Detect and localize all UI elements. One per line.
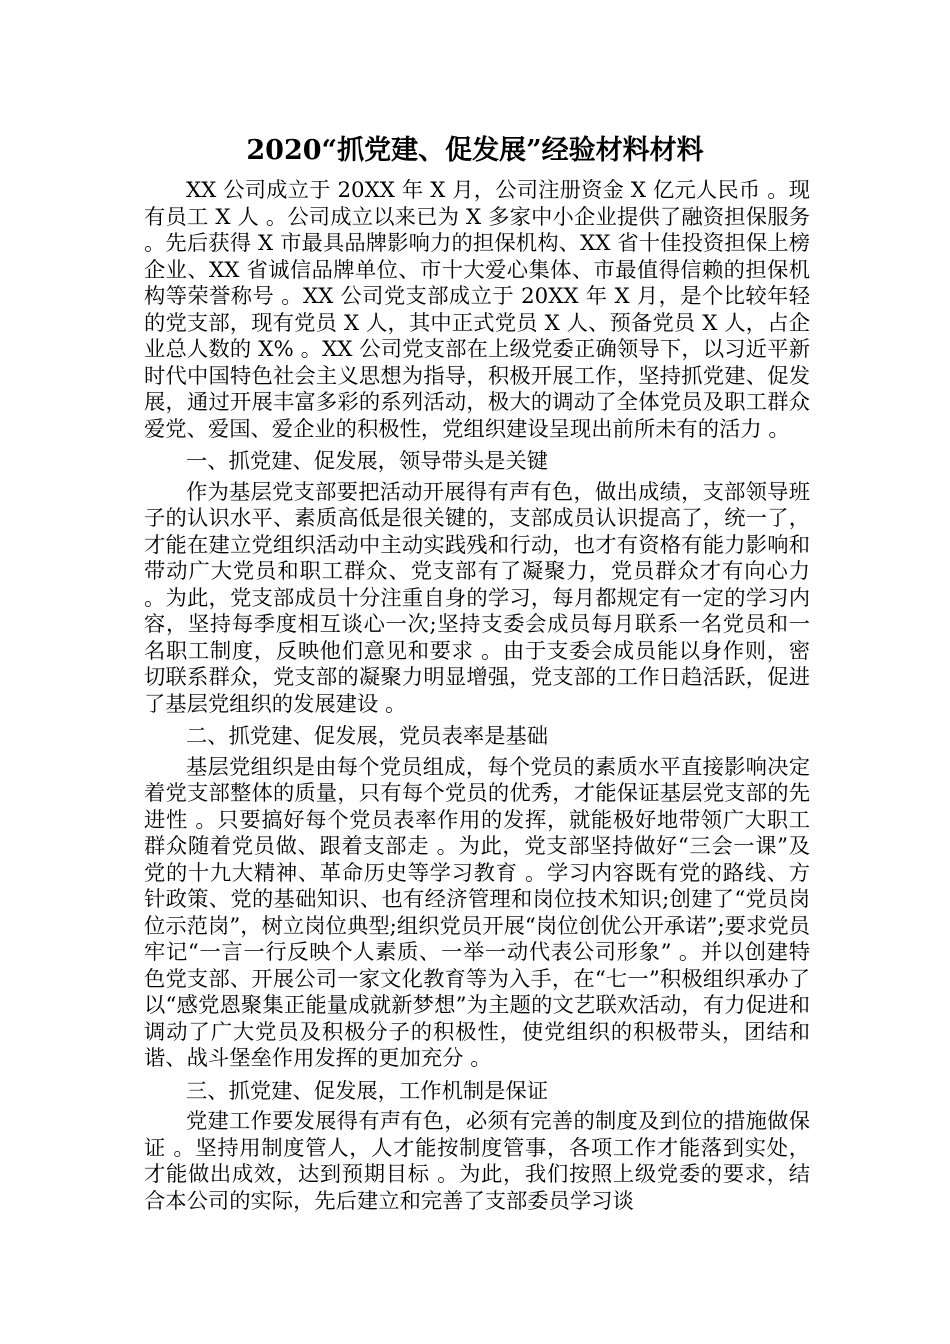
document-title: 2020“抓党建、促发展”经验材料材料 <box>246 135 704 166</box>
section-heading-2: 二、抓党建、促发展，党员表率是基础 <box>186 724 549 749</box>
paragraph-leadership: 作为基层党支部要把活动开展得有声有色，做出成绩，支部领导班子的认识水平、素质高低是很关键的，支部成员认识提高了，统一了，才能在建立党组织活动中主动实践残和行动，也才有资格有能力影响和带动广大党员和职工群众、党支部有了凝聚力，党员群众才有向心力 。为此，党支部成员十分注重自身的学习，每月都规定有一定的学习内容，坚持每季度相互谈心一次;坚持支委会成员每月联系一名党员和一名职工制度，反映他们意见和要求 。由于支委会成员能以身作则，密切联系群众，党支部的凝聚力明显增强，党支部的工作日趋活跃，促进了基层党组织的发展建设 。 <box>144 479 810 717</box>
document-body <box>144 178 810 1215</box>
section-heading-3: 三、抓党建、促发展，工作机制是保证 <box>186 1078 549 1104</box>
paragraph-party-members: 基层党组织是由每个党员组成，每个党员的素质水平直接影响决定着党支部整体的质量，只有每个党员的优秀，才能保证基层党支部的先进性 。只要搞好每个党员表率作用的发挥，就能极好地带领广大职工群众随着党员做、跟着支部走 。为此，党支部坚持做好“三会一课”及党的十九大精神、革命历史等学习教育 。学习内容既有党的路线、方针政策、党的基础知识、也有经济管理和岗位技术知识;创建了“党员岗位示范岗”，树立岗位典型;组织党员开展“岗位创优公开承诺”;要求党员牢记“一言一行反映个人素质、一举一动代表公司形象” 。并以创建特色党支部、开展公司一家文化教育等为入手，在“七一”积极组织承办了以“感党恩聚集正能量成就新梦想”为主题的文艺联欢活动，有力促进和调动了广大党员及积极分子的积极性，使党组织的积极带头，团结和谐、战斗堡垒作用发挥的更加充分 。 <box>144 754 810 1071</box>
paragraph-mechanism: 党建工作要发展得有声有色，必须有完善的制度及到位的措施做保证 。坚持用制度管人，人才能按制度管事，各项工作才能落到实处，才能做出成效，达到预期目标 。为此，我们按照上级党委的要求，结合本公司的实际，先后建立和完善了支部委员学习谈 <box>144 1109 810 1214</box>
paragraph-intro: XX 公司成立于 20XX 年 X 月，公司注册资金 X 亿元人民币 。现有员工 X 人 。公司成立以来已为 X 多家中小企业提供了融资担保服务 。先后获得 X 市最具品牌影响力的担保机构、XX 省十佳投资担保上榜企业、XX 省诚信品牌单位、市十大爱心集体、市最值得信赖的担保机构等荣誉称号 。XX 公司党支部成立于 20XX 年 X 月，是个比较年轻的党支部，现有党员 X 人，其中正式党员 X 人、预备党员 X 人，占企业总人数的 X% 。XX 公司党支部在上级党委正确领导下，以习近平新时代中国特色社会主义思想为指导，积极开展工作，坚持抓党建、促发展，通过开展丰富多彩的系列活动，极大的调动了全体党员及职工群众爱党、爱国、爱企业的积极性，党组织建设呈现出前所未有的活力 。 <box>144 178 810 442</box>
section-heading-1: 一、抓党建、促发展，领导带头是关键 <box>186 449 549 474</box>
